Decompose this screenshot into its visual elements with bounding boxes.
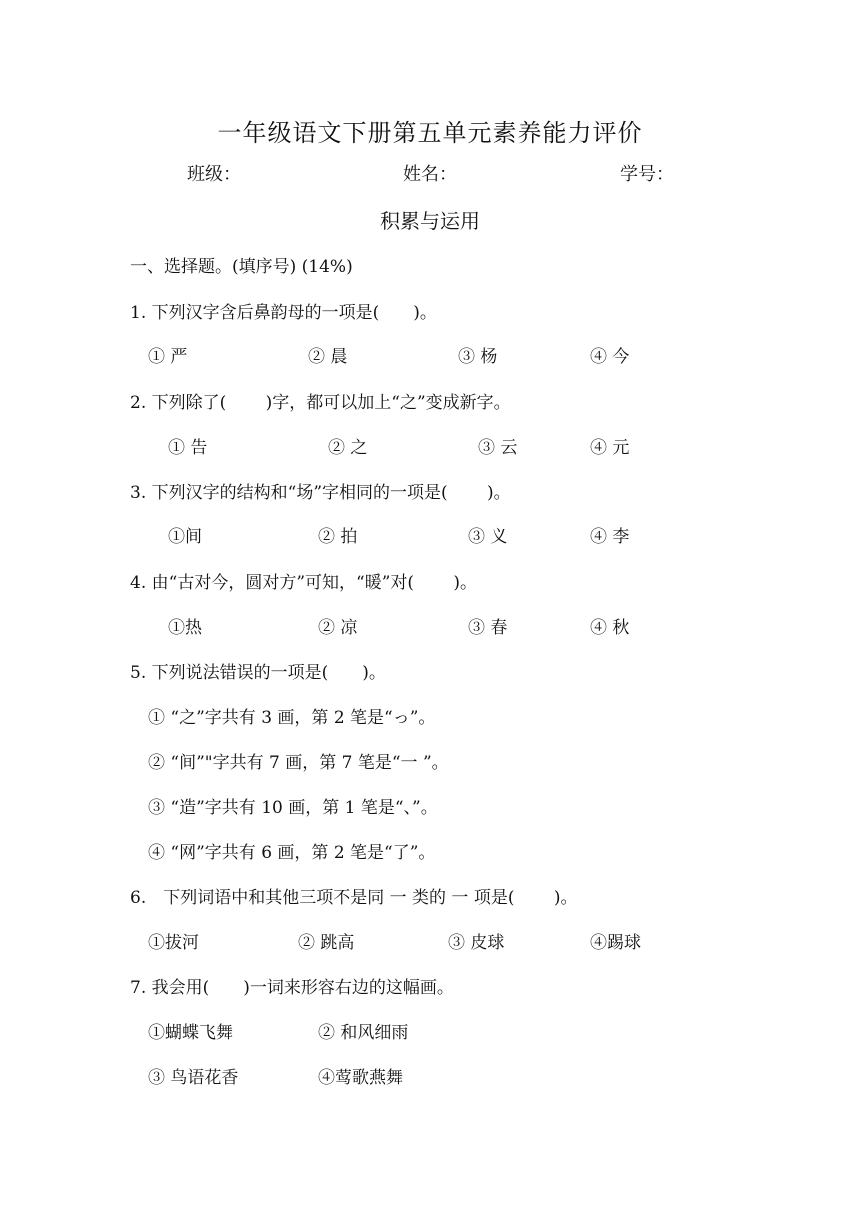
question-7-option-4: ④莺歌燕舞: [318, 1068, 403, 1088]
question-5-statement-1: ① “之”字共有 3 画，第 2 笔是“っ”。: [148, 708, 436, 728]
question-2-option-4: ④ 元: [590, 438, 630, 458]
question-7: 7. 我会用( )一词来形容右边的这幅画。: [130, 978, 454, 998]
question-6-option-3: ③ 皮球: [448, 933, 505, 953]
question-7-option-2: ② 和风细雨: [318, 1023, 409, 1043]
question-1-option-3: ③ 杨: [458, 347, 498, 367]
question-2-option-1: ① 告: [168, 438, 208, 458]
question-7-option-1: ①蝴蝶飞舞: [148, 1023, 233, 1043]
section-subtitle: 积累与运用: [380, 209, 480, 233]
question-2-option-2: ② 之: [328, 438, 368, 458]
question-3-option-4: ④ 李: [590, 527, 630, 547]
question-5-statement-2: ② “间”"字共有 7 画，第 7 笔是“一 ”。: [148, 753, 449, 773]
question-6-option-2: ② 跳高: [298, 933, 355, 953]
document-title: 一年级语文下册第五单元素养能力评价: [217, 119, 643, 147]
question-6-option-4: ④踢球: [590, 933, 641, 953]
question-4-option-1: ①热: [168, 618, 202, 638]
question-1-option-4: ④ 今: [590, 347, 630, 367]
question-3-option-2: ② 拍: [318, 527, 358, 547]
question-4-option-2: ② 凉: [318, 618, 358, 638]
question-3: 3. 下列汉字的结构和“场”字相同的一项是( )。: [130, 483, 511, 503]
class-field-label: 班级：: [187, 164, 241, 185]
question-5-statement-3: ③ “造”字共有 10 画，第 1 笔是“、”。: [148, 798, 438, 818]
question-1-option-2: ② 晨: [308, 347, 348, 367]
question-6-option-1: ①拔河: [148, 933, 199, 953]
question-2-option-3: ③ 云: [478, 438, 518, 458]
question-5: 5. 下列说法错误的一项是( )。: [130, 663, 386, 683]
section-heading: 一、选择题。(填序号) (14%): [130, 257, 353, 277]
student-number-field-label: 学号：: [620, 164, 674, 185]
question-1-option-1: ① 严: [148, 347, 188, 367]
question-4: 4. 由“古对今，圆对方”可知，“暖”对( )。: [130, 573, 478, 593]
question-4-option-3: ③ 春: [468, 618, 508, 638]
question-6: 6. 下列词语中和其他三项不是同 一 类的 一 项是( )。: [130, 888, 578, 908]
question-5-statement-4: ④ “网”字共有 6 画，第 2 笔是“了”。: [148, 843, 436, 863]
question-1: 1. 下列汉字含后鼻韵母的一项是( )。: [130, 303, 437, 323]
question-3-option-3: ③ 义: [468, 527, 508, 547]
question-7-option-3: ③ 鸟语花香: [148, 1068, 239, 1088]
question-2: 2. 下列除了( )字，都可以加上“之”变成新字。: [130, 393, 511, 413]
question-3-option-1: ①间: [168, 527, 202, 547]
name-field-label: 姓名：: [403, 164, 457, 185]
question-4-option-4: ④ 秋: [590, 618, 630, 638]
